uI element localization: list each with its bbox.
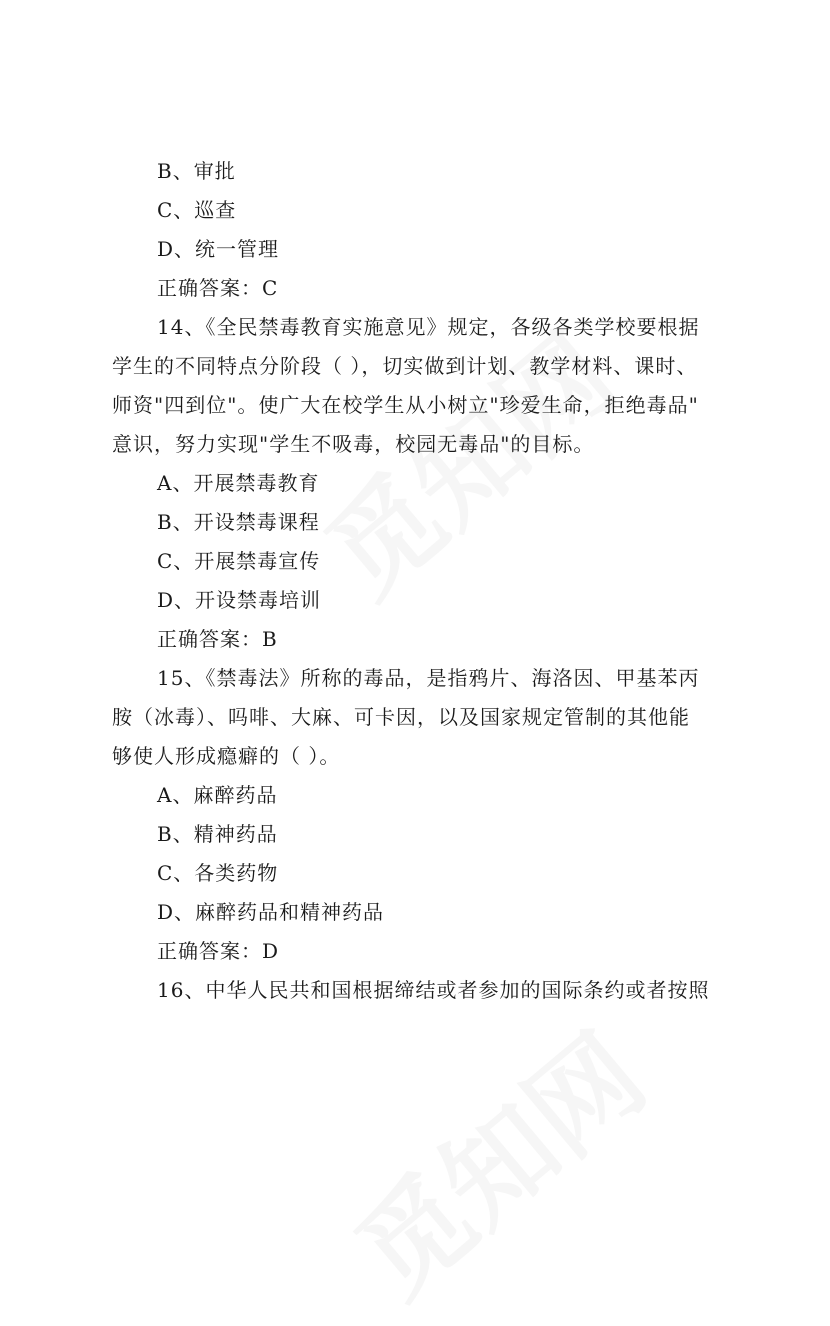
question-16-line-1: 16、中华人民共和国根据缔结或者参加的国际条约或者按照 bbox=[157, 978, 710, 1002]
option-c-q13: C、巡查 bbox=[157, 198, 237, 222]
question-15-line-3: 够使人形成瘾癖的（ ）。 bbox=[112, 744, 341, 768]
option-a-q15: A、麻醉药品 bbox=[157, 783, 278, 807]
question-14-line-3: 师资"四到位"。使广大在校学生从小树立"珍爱生命，拒绝毒品" bbox=[112, 393, 699, 417]
question-15-line-1: 15、《禁毒法》所称的毒品，是指鸦片、海洛因、甲基苯丙 bbox=[157, 666, 700, 690]
option-a-q14: A、开展禁毒教育 bbox=[157, 471, 320, 495]
option-b-q13: B、审批 bbox=[157, 159, 236, 183]
option-d-q14: D、开设禁毒培训 bbox=[157, 588, 322, 612]
question-14-line-2: 学生的不同特点分阶段（ ），切实做到计划、教学材料、课时、 bbox=[112, 354, 698, 378]
option-d-q13: D、统一管理 bbox=[157, 237, 280, 261]
watermark bbox=[288, 292, 642, 625]
question-15-line-2: 胺（冰毒）、吗啡、大麻、可卡因，以及国家规定管制的其他能 bbox=[112, 705, 690, 729]
option-c-q15: C、各类药物 bbox=[157, 861, 279, 885]
answer-q13: 正确答案：C bbox=[157, 276, 279, 300]
option-b-q15: B、精神药品 bbox=[157, 822, 278, 846]
option-b-q14: B、开设禁毒课程 bbox=[157, 510, 320, 534]
answer-q15: 正确答案：D bbox=[157, 939, 280, 963]
option-c-q14: C、开展禁毒宣传 bbox=[157, 549, 321, 573]
answer-q14: 正确答案：B bbox=[157, 627, 278, 651]
question-14-line-1: 14、《全民禁毒教育实施意见》规定，各级各类学校要根据 bbox=[157, 315, 700, 339]
question-14-line-4: 意识，努力实现"学生不吸毒，校园无毒品"的目标。 bbox=[112, 432, 595, 456]
watermark-bottom bbox=[318, 992, 672, 1325]
option-d-q15: D、麻醉药品和精神药品 bbox=[157, 900, 385, 924]
